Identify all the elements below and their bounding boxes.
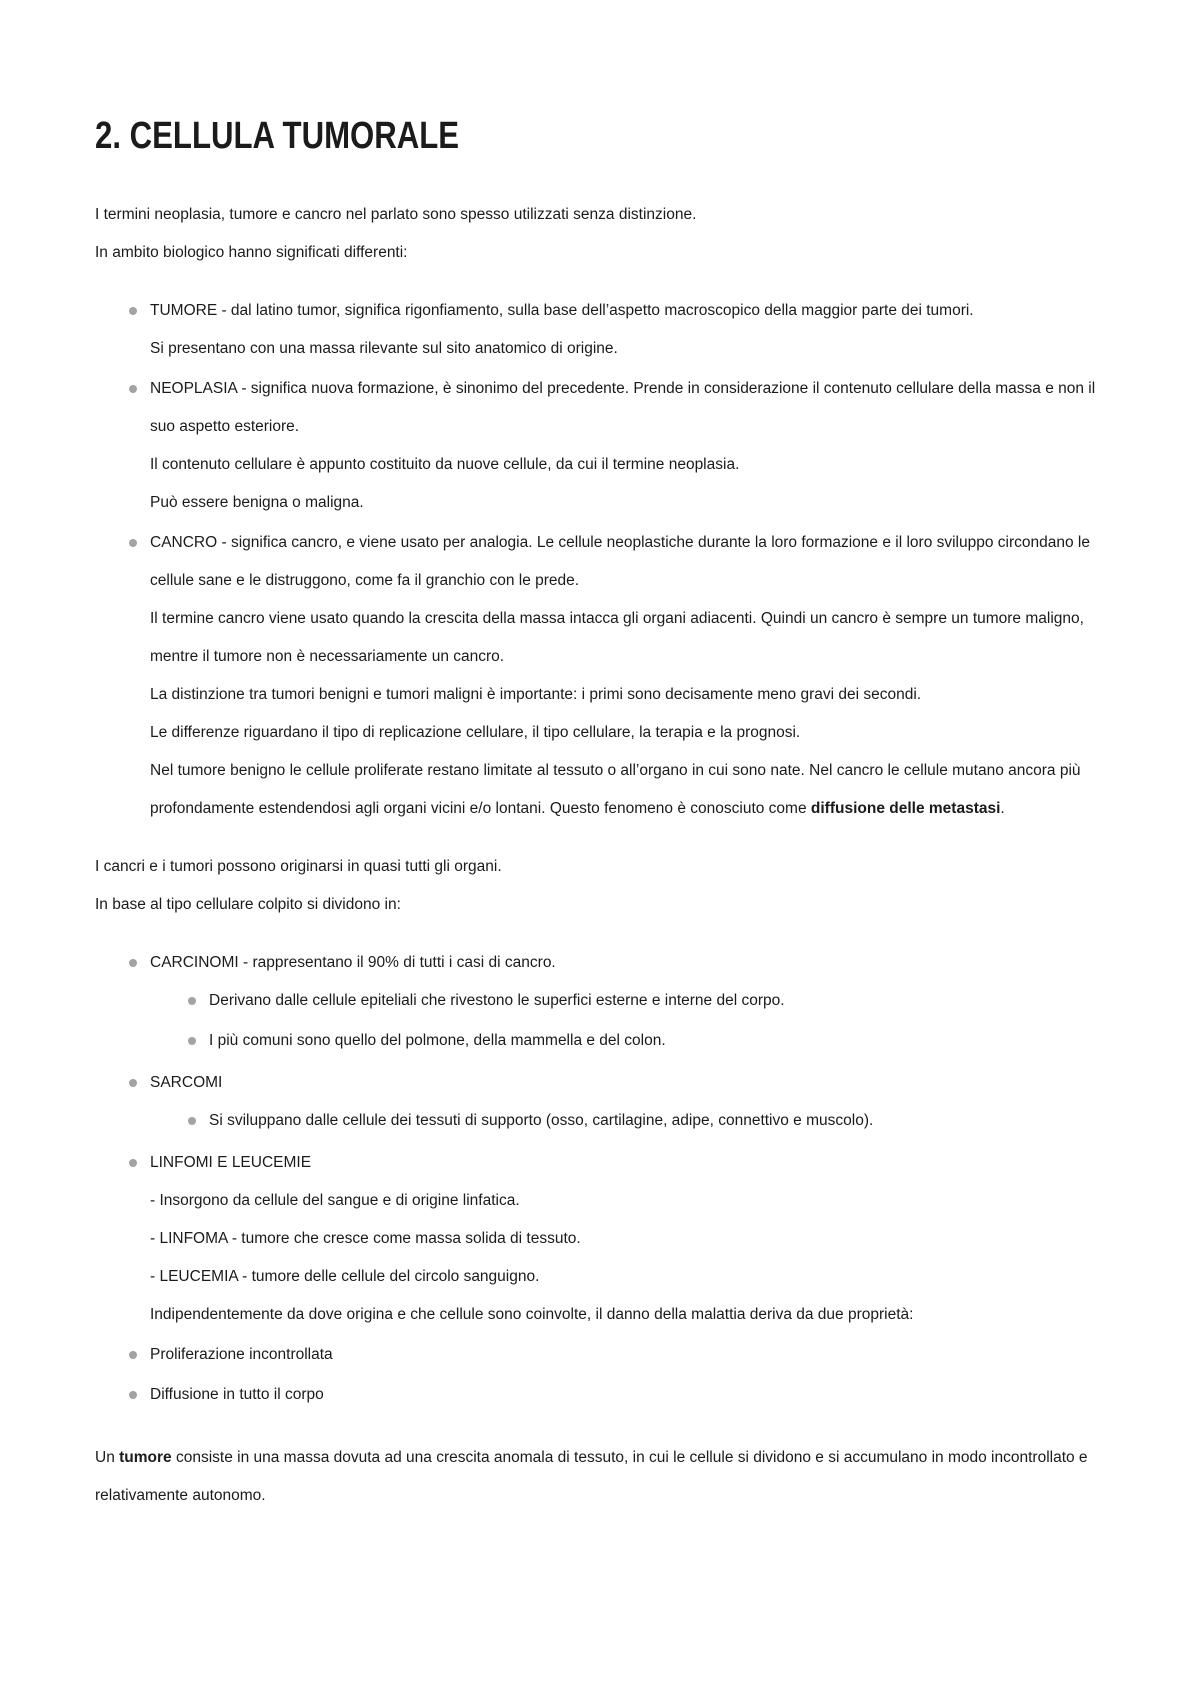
bold-emphasis: diffusione delle metastasi [810,799,1001,817]
type-item-sarcomi [95,1064,1106,1142]
bullet-icon [188,997,196,1005]
closing-paragraph [95,1439,1106,1515]
type-item-carcinomi [95,944,1106,1062]
sub-item-text: I più comuni sono quello del polmone, della mammella e del colon. [209,1031,666,1049]
sub-item [150,1022,1106,1060]
bullet-icon [188,1037,196,1045]
type-label: CARCINOMI - rappresentano il 90% di tutti i casi di cancro. [150,953,556,971]
origin-paragraph: In base al tipo cellulare colpito si dividono in: [95,895,401,913]
term-paragraph: CANCRO - significa cancro, e viene usato per analogia. Le cellule neoplastiche durante la loro formazione e il loro sviluppo circondano le cellule sane e le distruggono, come fa il granchio con le prede. [150,533,1090,589]
term-paragraph: Il termine cancro viene usato quando la crescita della massa intacca gli organi adiacenti. Quindi un cancro è sempre un tumore maligno, mentre il tumore non è necessariamente un cancro. [150,609,1084,665]
paragraph-text: consiste in una massa dovuta ad una crescita anomala di tessuto, in cui le cellule si dividono e si accumulano in modo incontrollato e relativamente autonomo. [95,1448,1088,1504]
type-item-diffusione [95,1376,1106,1414]
term-content [150,292,1106,368]
term-item-tumore [95,292,1106,368]
bullet-icon [188,1117,196,1125]
origin-paragraph: I cancri e i tumori possono originarsi in quasi tutti gli organi. [95,857,502,875]
type-content [150,944,1106,1062]
term-content [150,370,1106,522]
term-paragraph: Il contenuto cellulare è appunto costituito da nuove cellule, da cui il termine neoplasia. [150,455,740,473]
paragraph-text: . [1000,799,1005,817]
type-item-linfomi-leucemie [95,1144,1106,1334]
paragraph-text: Nel tumore benigno le cellule proliferate restano limitate al tessuto o all’organo in cui sono nate. Nel cancro le cellule mutano ancora più profondamente estendendosi agli organi vicini e/o lontani. Questo fenomeno è conosciuto come [150,761,1081,817]
term-paragraph: TUMORE - dal latino tumor, significa rigonfiamento, sulla base dell’aspetto macroscopico della maggior parte dei tumori. [150,301,974,319]
sub-list [150,1102,1106,1140]
term-paragraph: Le differenze riguardano il tipo di replicazione cellulare, il tipo cellulare, la terapia e la prognosi. [150,723,801,741]
type-line: - LINFOMA - tumore che cresce come massa solida di tessuto. [150,1229,581,1247]
types-list [95,944,1106,1414]
bullet-icon [129,385,137,393]
term-paragraph-with-emphasis [150,752,1106,828]
type-content [150,1144,1106,1334]
sub-item-text: Si sviluppano dalle cellule dei tessuti di supporto (osso, cartilagine, adipe, connettivo e muscolo). [209,1111,874,1129]
bullet-icon [129,539,137,547]
page-title: 2. CELLULA TUMORALE [95,115,460,157]
type-line: - LEUCEMIA - tumore delle cellule del circolo sanguigno. [150,1267,540,1285]
term-item-cancro [95,524,1106,828]
terms-list [95,292,1106,828]
type-line: Indipendentemente da dove origina e che cellule sono coinvolte, il danno della malattia deriva da due proprietà: [150,1305,914,1323]
type-content [150,1064,1106,1142]
sub-item [150,982,1106,1020]
term-paragraph: La distinzione tra tumori benigni e tumori maligni è importante: i primi sono decisamente meno gravi dei secondi. [150,685,922,703]
type-label: LINFOMI E LEUCEMIE [150,1153,312,1171]
bullet-icon [129,959,137,967]
type-label: Diffusione in tutto il corpo [150,1385,324,1403]
intro-paragraph: I termini neoplasia, tumore e cancro nel parlato sono spesso utilizzati senza distinzione. [95,205,697,223]
bullet-icon [129,307,137,315]
term-paragraph: Si presentano con una massa rilevante sul sito anatomico di origine. [150,339,618,357]
type-line: - Insorgono da cellule del sangue e di origine linfatica. [150,1191,520,1209]
type-content [150,1336,1106,1374]
paragraph-text: Un [95,1448,120,1466]
bullet-icon [129,1351,137,1359]
bullet-icon [129,1079,137,1087]
type-label: Proliferazione incontrollata [150,1345,333,1363]
bullet-icon [129,1391,137,1399]
type-content [150,1376,1106,1414]
intro-paragraph: In ambito biologico hanno significati differenti: [95,243,408,261]
term-paragraph: NEOPLASIA - significa nuova formazione, è sinonimo del precedente. Prende in considerazione il contenuto cellulare della massa e non il suo aspetto esteriore. [150,379,1096,435]
term-paragraph: Può essere benigna o maligna. [150,493,364,511]
sub-item-text: Derivano dalle cellule epiteliali che rivestono le superfici esterne e interne del corpo. [209,991,785,1009]
term-item-neoplasia [95,370,1106,522]
bullet-icon [129,1159,137,1167]
type-item-proliferazione [95,1336,1106,1374]
bold-emphasis: tumore [119,1448,172,1466]
term-content [150,524,1106,828]
sub-list [150,982,1106,1060]
sub-item [150,1102,1106,1140]
type-label: SARCOMI [150,1073,223,1091]
